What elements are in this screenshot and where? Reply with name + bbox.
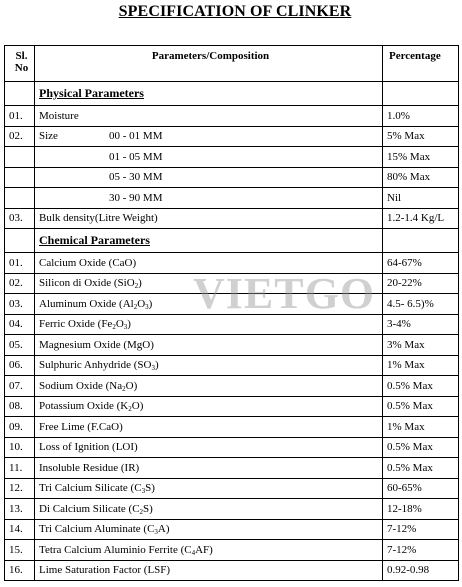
row-number xyxy=(5,188,35,209)
row-value: 7-12% xyxy=(383,540,459,561)
row-parameter: Moisture xyxy=(35,106,383,127)
row-number: 13. xyxy=(5,499,35,520)
row-number: 03. xyxy=(5,208,35,229)
row-number: 06. xyxy=(5,355,35,376)
row-number: 01. xyxy=(5,106,35,127)
row-parameter xyxy=(35,167,383,188)
table-row xyxy=(5,208,459,229)
table-row xyxy=(5,519,459,540)
section-blank-cell xyxy=(383,229,459,253)
row-value: 0.5% Max xyxy=(383,437,459,458)
row-value: 1% Max xyxy=(383,355,459,376)
row-parameter: Free Lime (F.CaO) xyxy=(35,417,383,438)
row-value: 0.5% Max xyxy=(383,396,459,417)
row-number: 07. xyxy=(5,376,35,397)
row-number: 09. xyxy=(5,417,35,438)
table-row xyxy=(5,540,459,561)
row-value: 15% Max xyxy=(383,147,459,168)
row-parameter: Calcium Oxide (CaO) xyxy=(35,253,383,274)
section-label-cell xyxy=(35,229,383,253)
row-number xyxy=(5,147,35,168)
row-parameter: Bulk density(Litre Weight) xyxy=(35,208,383,229)
table-row xyxy=(5,437,459,458)
row-value: 1.2-1.4 Kg/L xyxy=(383,208,459,229)
row-number: 08. xyxy=(5,396,35,417)
table-row xyxy=(5,478,459,499)
table-row xyxy=(5,499,459,520)
row-number: 02. xyxy=(5,126,35,147)
section-blank-cell xyxy=(383,82,459,106)
section-blank-cell xyxy=(5,82,35,106)
row-parameter: Tri Calcium Aluminate $(C_3A)$ xyxy=(35,519,383,540)
page-title: SPECIFICATION OF CLINKER xyxy=(118,3,352,20)
row-number: 15. xyxy=(5,540,35,561)
row-value: 0.5% Max xyxy=(383,458,459,479)
row-value: 0.5% Max xyxy=(383,376,459,397)
header-sl-no xyxy=(5,46,35,82)
row-number: 03. xyxy=(5,294,35,315)
row-value: Nil xyxy=(383,188,459,209)
row-parameter xyxy=(35,126,383,147)
row-value: 12-18% xyxy=(383,499,459,520)
size-range: 30 - 90 MM xyxy=(109,191,163,204)
row-parameter: Di Calcium Silicate $(C_2S)$ xyxy=(35,499,383,520)
section-label-physical: Physical Parameters xyxy=(39,85,144,100)
row-value: 1.0% xyxy=(383,106,459,127)
table-row xyxy=(5,417,459,438)
header-parameters: Parameters/Composition xyxy=(35,46,383,82)
section-blank-cell xyxy=(5,229,35,253)
row-value: 4.5- 6.5)% xyxy=(383,294,459,315)
size-range: 00 - 01 MM xyxy=(109,130,163,143)
row-number: 10. xyxy=(5,437,35,458)
row-parameter: Tri Calcium Silicate $(C_3S)$ xyxy=(35,478,383,499)
table-row xyxy=(5,253,459,274)
table-header-row xyxy=(5,46,459,82)
row-parameter xyxy=(35,147,383,168)
size-range: 01 - 05 MM xyxy=(109,150,163,163)
section-row-chemical xyxy=(5,229,459,253)
section-label-cell xyxy=(35,82,383,106)
row-number: 16. xyxy=(5,560,35,581)
header-sl-no-line2: No xyxy=(14,62,29,75)
section-label-chemical: Chemical Parameters xyxy=(39,232,150,247)
row-parameter: Insoluble Residue (IR) xyxy=(35,458,383,479)
row-value: 3-4% xyxy=(383,314,459,335)
row-parameter: Sodium Oxide $(Na_2O)$ xyxy=(35,376,383,397)
row-number xyxy=(5,167,35,188)
table-row xyxy=(5,294,459,315)
table-row xyxy=(5,560,459,581)
row-parameter: Loss of Ignition (LOI) xyxy=(35,437,383,458)
table-row xyxy=(5,458,459,479)
table-row xyxy=(5,106,459,127)
row-parameter: Magnesium Oxide (MgO) xyxy=(35,335,383,356)
row-number: 01. xyxy=(5,253,35,274)
table-row xyxy=(5,167,459,188)
header-sl-no-line1: Sl. xyxy=(15,50,28,62)
table-row xyxy=(5,376,459,397)
row-number: 04. xyxy=(5,314,35,335)
row-parameter: Potassium Oxide $(K_2O)$ xyxy=(35,396,383,417)
row-number: 14. xyxy=(5,519,35,540)
size-label: Size xyxy=(39,130,58,143)
table-row xyxy=(5,314,459,335)
row-parameter: Lime Saturation Factor (LSF) xyxy=(35,560,383,581)
row-parameter xyxy=(35,188,383,209)
row-value: 3% Max xyxy=(383,335,459,356)
specification-table xyxy=(4,45,459,581)
row-value: 1% Max xyxy=(383,417,459,438)
section-row-physical xyxy=(5,82,459,106)
row-parameter: Aluminum Oxide $(Al_2O_3)$ xyxy=(35,294,383,315)
row-value: 80% Max xyxy=(383,167,459,188)
watermark: VIETGO xyxy=(193,269,376,318)
table-row xyxy=(5,147,459,168)
row-value: 5% Max xyxy=(383,126,459,147)
row-parameter: Tetra Calcium Aluminio Ferrite $(C_4AF)$ xyxy=(35,540,383,561)
size-range: 05 - 30 MM xyxy=(109,171,163,184)
row-value: 7-12% xyxy=(383,519,459,540)
table-row xyxy=(5,355,459,376)
table-row xyxy=(5,188,459,209)
row-parameter: Silicon di Oxide (SiO$_2$) xyxy=(35,273,383,294)
row-number: 02. xyxy=(5,273,35,294)
table-row xyxy=(5,396,459,417)
row-number: 12. xyxy=(5,478,35,499)
row-number: 11. xyxy=(5,458,35,479)
table-row xyxy=(5,273,459,294)
row-value: 0.92-0.98 xyxy=(383,560,459,581)
table-row xyxy=(5,335,459,356)
row-parameter: Sulphuric Anhydride $(SO_3)$ xyxy=(35,355,383,376)
row-value: 60-65% xyxy=(383,478,459,499)
table-row xyxy=(5,126,459,147)
header-percentage: Percentage xyxy=(383,46,459,82)
row-number: 05. xyxy=(5,335,35,356)
row-value: 20-22% xyxy=(383,273,459,294)
row-parameter: Ferric Oxide $(Fe_2O_3)$ xyxy=(35,314,383,335)
row-value: 64-67% xyxy=(383,253,459,274)
